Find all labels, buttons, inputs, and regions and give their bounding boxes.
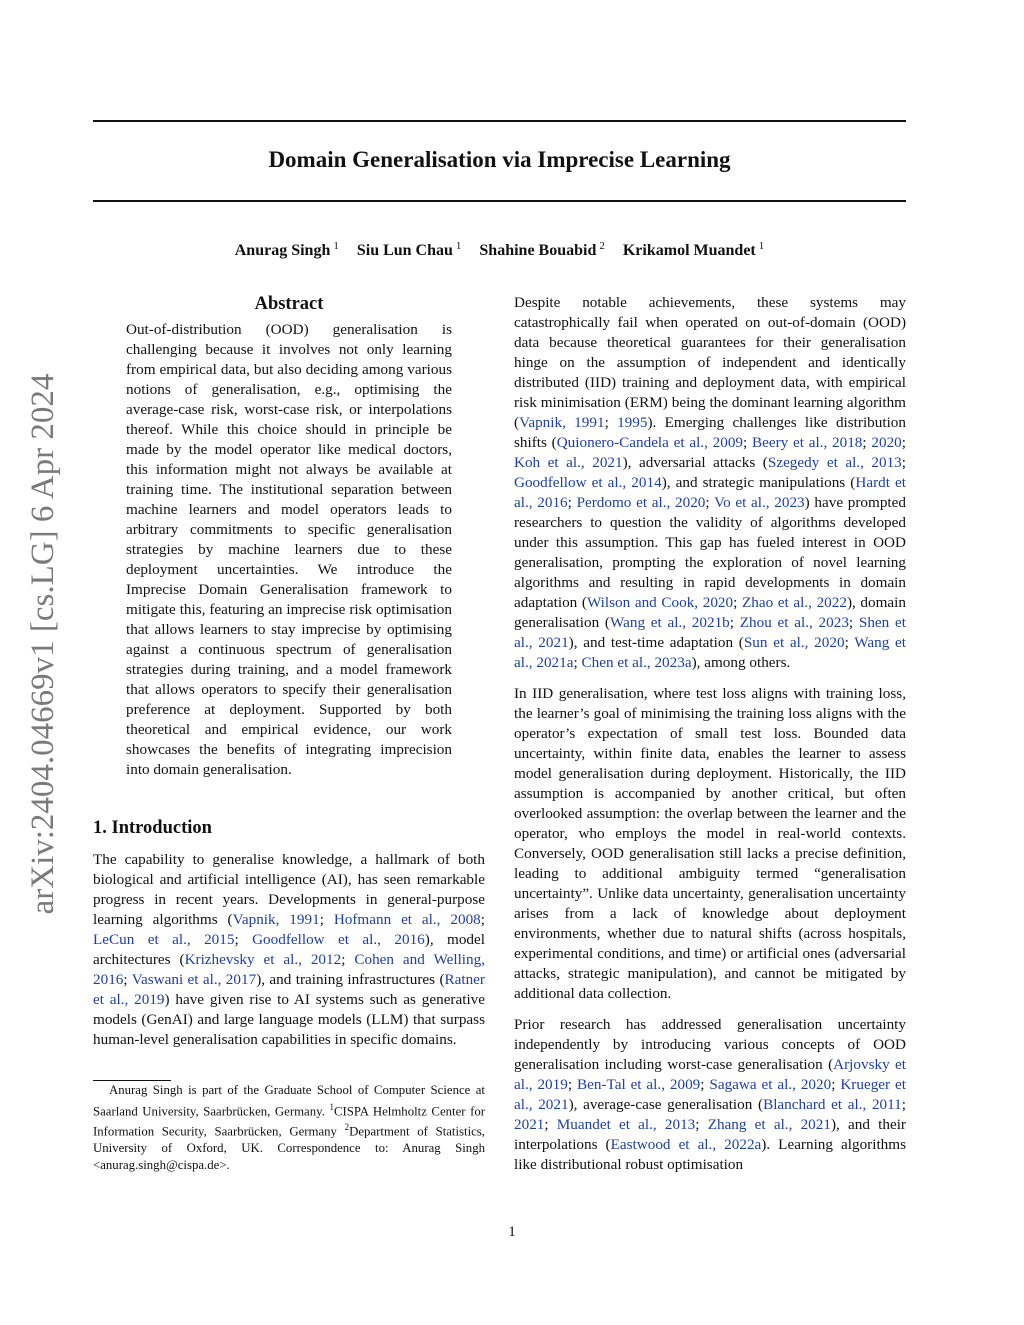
citation-link[interactable]: Wilson and Cook, 2020 (586, 594, 734, 611)
text-run: ; (567, 1076, 577, 1093)
citation-link[interactable]: Beery et al., 2018 (752, 434, 863, 451)
text-run: ; (844, 634, 855, 651)
text-run: ; (234, 931, 253, 948)
text-run: Prior research has addressed generalisation uncertainty independently by introducing various concepts of OOD generalisation including worst-case generalisation ( (514, 1016, 906, 1073)
author: Anurag Singh $^1$ (234, 240, 339, 260)
title-top-rule (93, 120, 906, 122)
text-run: ), and test-time adaptation ( (568, 634, 744, 651)
citation-link[interactable]: Goodfellow et al., 2016 (252, 931, 425, 948)
citation-link[interactable]: Muandet et al., 2013 (556, 1116, 696, 1133)
text-run: ; (901, 434, 906, 451)
text-run: ; (480, 911, 485, 928)
text-run: ; (567, 494, 577, 511)
text-run: ; (831, 1076, 841, 1093)
author-list (93, 235, 906, 262)
abstract-text: Out-of-distribution (OOD) generalisation is challenging because it involves not only learning from empirical data, but also deciding among various notions of generalisation, e.g., optimising the average-case risk, worst-case risk, or interpolations thereof. While this choice should in principle be made by the model operator like medical doctors, this information might not always be available at training time. The institutional separation between machine learners and model operators leads to arbitrary commitments to specific generalisation strategies by machine learners due to these deployment uncertainties. We introduce the Imprecise Domain Generalisation framework to mitigate this, featuring an imprecise risk optimisation that allows learners to stay imprecise by optimising against a continuous spectrum of generalisation strategies during training, and a model framework that allows operators to specify their generalisation preference at deployment. Supported by both theoretical and empirical evidence, our work showcases the benefits of integrating imprecision into domain generalisation. (126, 321, 452, 778)
citation-link[interactable]: Zhao et al., 2022 (741, 594, 847, 611)
citation-link[interactable]: Krueger et al., 2021 (514, 1076, 906, 1113)
citation-link[interactable]: Vaswani et al., 2017 (131, 971, 257, 988)
citation-link[interactable]: Ratner et al., 2019 (93, 971, 485, 1008)
citation-link[interactable]: Shen et al., 2021 (514, 614, 906, 651)
citation-link[interactable]: 1995 (617, 414, 648, 431)
citation-link[interactable]: Wang et al., 2021a (514, 634, 906, 671)
text-run: ; (700, 1076, 710, 1093)
text-run: ), model architectures ( (93, 931, 485, 968)
text-run: ), among others. (691, 654, 791, 671)
citation-link[interactable]: Ben-Tal et al., 2009 (576, 1076, 701, 1093)
text-run: ), and training infrastructures ( (256, 971, 445, 988)
footnote: Anurag Singh is part of the Graduate School of Computer Science at Saarland University, Saarbrücken, Germany. $^1$CISPA Helmholtz Center for Information Security, Saarbrücken, Germany $^2$Department of Statistics, University of Oxford, UK. Correspondence to: Anurag Singh <anurag.singh@cispa.de>. (93, 1083, 485, 1172)
text-run: Despite notable achievements, these systems may catastrophically fail when operated on out-of-domain (OOD) data because theoretical guarantees for their generalisation hinge on the assumption of independent and identically distributed (IID) training and deployment data, with empirical risk minimisation (ERM) being the dominant learning algorithm ( (514, 294, 906, 431)
citation-link[interactable]: Eastwood et al., 2022a (610, 1136, 762, 1153)
citation-link[interactable]: Vo et al., 2023 (714, 494, 805, 511)
text-run: ; (573, 654, 582, 671)
text-run: ), and their interpolations ( (514, 1116, 906, 1153)
text-run: ), adversarial attacks ( (622, 454, 768, 471)
text-run: ). Learning algorithms like distributional robust optimisation (514, 1136, 906, 1173)
citation-link[interactable]: Zhang et al., 2021 (707, 1116, 831, 1133)
text-run: ; (319, 911, 334, 928)
text-run: ), average-case generalisation ( (568, 1096, 764, 1113)
paper-title: Domain Generalisation via Imprecise Learning (268, 147, 731, 172)
citation-link[interactable]: Chen et al., 2023a (581, 654, 692, 671)
citation-link[interactable]: Sun et al., 2020 (743, 634, 845, 651)
citation-link[interactable]: Zhou et al., 2023 (739, 614, 849, 631)
text-run: ; (695, 1116, 708, 1133)
citation-link[interactable]: LeCun et al., 2015 (93, 931, 235, 948)
text-run: ; (705, 494, 715, 511)
text-run: The capability to generalise knowledge, a hallmark of both biological and artificial intelligence (AI), has seen remarkable progress in recent years. Developments in general-purpose learning algorithms ( (93, 851, 485, 928)
citation-link[interactable]: Goodfellow et al., 2014 (514, 474, 662, 491)
citation-link[interactable]: Quionero-Candela et al., 2009 (556, 434, 744, 451)
paragraph: In IID generalisation, where test loss aligns with training loss, the learner’s goal of minimising the training loss aligns with the operator’s expectation of small test loss. Bounded data uncertainty, within finite data, enables the learner to assess model generalisation during deployment. Historically, the IID assumption is accompanied by another critical, but often overlooked assumption: the overlap between the learner and the operator, who employs the model in real-world contexts. Conversely, OOD generalisation still lacks a precise definition, leading to additional ambiguity termed “generalisation uncertainty”. Unlike data uncertainty, generalisation uncertainty arises from a lack of knowledge about deployment environments, whether due to natural shifts (across hospitals, experimental conditions, and time) or artificial ones (adversarial attacks, strategic manipulation), and cannot be mitigated by additional data collection. (514, 685, 906, 1002)
citation-link[interactable]: Szegedy et al., 2013 (767, 454, 902, 471)
text-run: ; (848, 614, 859, 631)
text-run: ; (729, 614, 740, 631)
text-run: ), and strategic manipulations ( (661, 474, 856, 491)
citation-link[interactable]: Perdomo et al., 2020 (576, 494, 706, 511)
citation-link[interactable]: Hardt et al., 2016 (514, 474, 906, 511)
text-run: ; (862, 434, 872, 451)
citation-link[interactable]: Blanchard et al., 2011 (763, 1096, 902, 1113)
citation-link[interactable]: Wang et al., 2021b (610, 614, 730, 631)
text-run: ; (901, 1096, 906, 1113)
citation-link[interactable]: Krizhevsky et al., 2012 (184, 951, 342, 968)
citation-link[interactable]: Sagawa et al., 2020 (709, 1076, 832, 1093)
section-heading-introduction: 1. Introduction (93, 818, 212, 838)
author: Siu Lun Chau $^1$ (356, 240, 462, 260)
author: Shahine Bouabid $^2$ (479, 240, 605, 260)
citation-link[interactable]: Koh et al., 2021 (514, 454, 623, 471)
text-run: ; (901, 454, 907, 471)
author: Krikamol Muandet $^1$ (622, 240, 765, 260)
intro-paragraph (93, 850, 485, 1050)
text-run: ; (733, 594, 742, 611)
right-column (514, 293, 906, 1186)
citation-link[interactable]: 2021 (514, 1116, 545, 1133)
abstract-heading: Abstract (254, 294, 324, 314)
title-bottom-rule (93, 200, 906, 202)
text-run: ; (341, 951, 355, 968)
text-run: ), domain generalisation ( (514, 594, 906, 631)
citation-link[interactable]: Arjovsky et al., 2019 (514, 1056, 906, 1093)
text-run: ) have prompted researchers to question the validity of algorithms developed under this assumption. This gap has fueled interest in OOD generalisation, prompting the exploration of novel learning algorithms and resulting in rapid developments in domain adaptation ( (514, 494, 906, 611)
text-run: ; (743, 434, 752, 451)
paragraph (514, 1015, 906, 1175)
text-run: ; (123, 971, 132, 988)
citation-link[interactable]: Hofmann et al., 2008 (333, 911, 481, 928)
citation-link[interactable]: Vapnik, 1991 (519, 414, 605, 431)
page-number: 1 (508, 1224, 516, 1240)
text-run: ). Emerging challenges like distribution shifts ( (514, 414, 906, 451)
footnote-rule (93, 1080, 171, 1081)
arxiv-stamp: arXiv:2404.04669v1 [cs.LG] 6 Apr 2024 (25, 373, 61, 915)
text-run: ; (544, 1116, 557, 1133)
citation-link[interactable]: Cohen and Welling, 2016 (93, 951, 485, 988)
citation-link[interactable]: 2020 (871, 434, 902, 451)
paragraph (514, 293, 906, 673)
text-run: ) have given rise to AI systems such as generative models (GenAI) and large language models (LLM) that surpass human-level generalisation capabilities in specific domains. (93, 991, 486, 1048)
text-run: ; (604, 414, 618, 431)
citation-link[interactable]: Vapnik, 1991 (232, 911, 320, 928)
